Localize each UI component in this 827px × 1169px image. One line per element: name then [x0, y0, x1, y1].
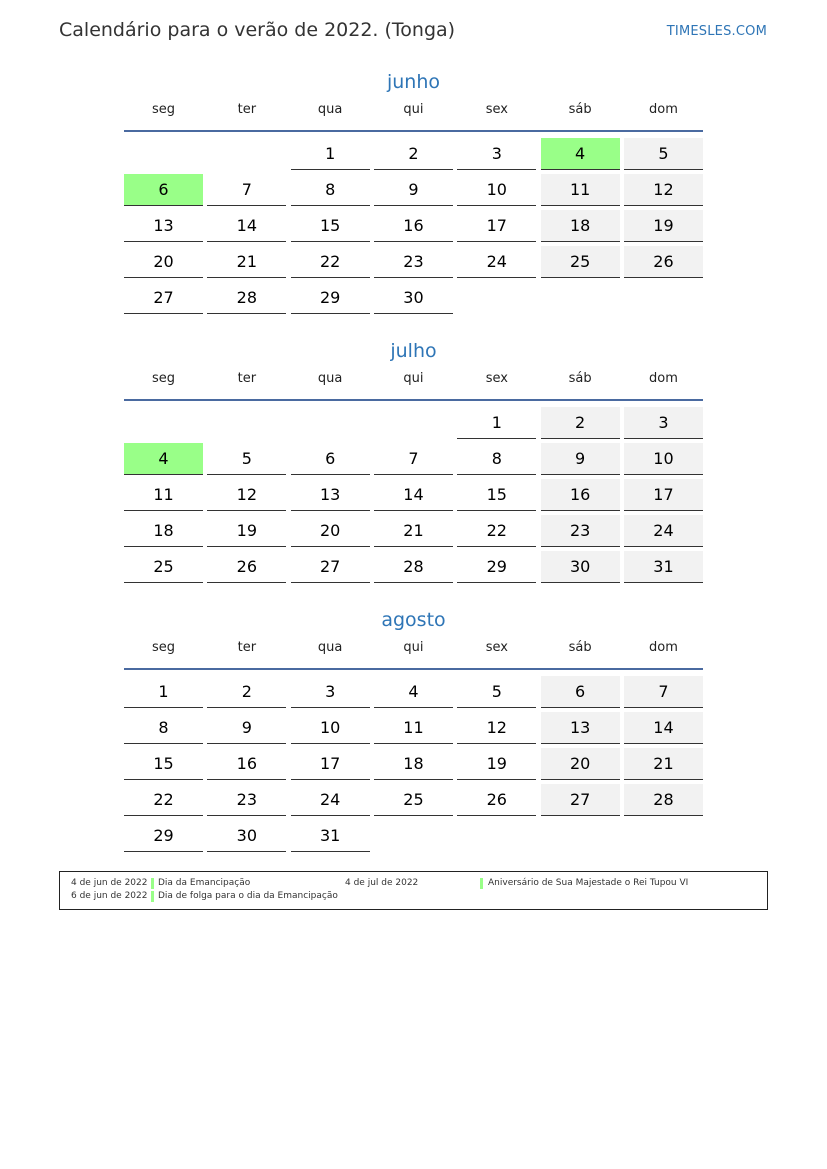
weekend-day-cell: 25 — [541, 246, 620, 278]
weekday-label: sex — [485, 640, 508, 655]
holiday-day-cell: 4 — [124, 443, 203, 475]
day-cell: 16 — [207, 748, 286, 780]
day-cell: 11 — [374, 712, 453, 744]
day-cell: 14 — [374, 479, 453, 511]
week-row — [124, 676, 703, 708]
month-name: agosto — [381, 609, 446, 631]
day-cell: 11 — [124, 479, 203, 511]
day-cell: 13 — [291, 479, 370, 511]
day-cell: 17 — [457, 210, 536, 242]
day-cell: 26 — [457, 784, 536, 816]
weekday-label: ter — [237, 371, 257, 386]
day-cell: 26 — [207, 551, 286, 583]
day-cell: 29 — [124, 820, 203, 852]
legend-color-marker — [151, 878, 154, 889]
weekend-day-cell: 16 — [541, 479, 620, 511]
weekend-day-cell: 6 — [541, 676, 620, 708]
empty-day-cell — [124, 138, 203, 170]
week-row — [124, 174, 703, 206]
weekday-header — [124, 96, 703, 132]
day-cell: 15 — [291, 210, 370, 242]
weekday-label: sáb — [568, 102, 592, 117]
week-row — [124, 138, 703, 170]
weekday-label: qua — [317, 640, 343, 655]
day-cell: 6 — [291, 443, 370, 475]
day-cell: 1 — [124, 676, 203, 708]
weekend-day-cell: 9 — [541, 443, 620, 475]
week-row — [124, 820, 703, 852]
day-cell: 3 — [457, 138, 536, 170]
legend-holiday-name: Dia de folga para o dia da Emancipação — [158, 891, 338, 901]
empty-day-cell — [374, 407, 453, 439]
day-cell: 14 — [207, 210, 286, 242]
day-cell: 3 — [291, 676, 370, 708]
empty-day-cell — [457, 282, 536, 314]
weekend-day-cell: 11 — [541, 174, 620, 206]
day-cell: 22 — [124, 784, 203, 816]
legend-date: 4 de jun de 2022 — [71, 878, 148, 888]
day-cell: 16 — [374, 210, 453, 242]
empty-day-cell — [541, 820, 620, 852]
day-cell: 15 — [124, 748, 203, 780]
day-cell: 8 — [457, 443, 536, 475]
day-cell: 23 — [207, 784, 286, 816]
weekend-day-cell: 18 — [541, 210, 620, 242]
weekday-header — [124, 634, 703, 670]
empty-day-cell — [291, 407, 370, 439]
day-cell: 5 — [457, 676, 536, 708]
weekend-day-cell: 26 — [624, 246, 703, 278]
weekend-day-cell: 23 — [541, 515, 620, 547]
page-title: Calendário para o verão de 2022. (Tonga) — [59, 19, 456, 41]
weekday-label: qui — [403, 102, 424, 117]
weekend-day-cell: 27 — [541, 784, 620, 816]
day-cell: 1 — [457, 407, 536, 439]
week-row — [124, 784, 703, 816]
weekend-day-cell: 3 — [624, 407, 703, 439]
weekend-day-cell: 20 — [541, 748, 620, 780]
day-cell: 18 — [124, 515, 203, 547]
holiday-day-cell: 6 — [124, 174, 203, 206]
weekday-label: sex — [485, 371, 508, 386]
weekday-label: dom — [649, 102, 678, 117]
empty-day-cell — [124, 407, 203, 439]
weekday-label: qui — [403, 640, 424, 655]
day-cell: 9 — [374, 174, 453, 206]
day-cell: 18 — [374, 748, 453, 780]
day-cell: 8 — [291, 174, 370, 206]
weekend-day-cell: 24 — [624, 515, 703, 547]
weekday-label: seg — [151, 102, 176, 117]
week-row — [124, 443, 703, 475]
week-row — [124, 407, 703, 439]
empty-day-cell — [374, 820, 453, 852]
day-cell: 20 — [291, 515, 370, 547]
week-row — [124, 210, 703, 242]
day-cell: 2 — [207, 676, 286, 708]
day-cell: 25 — [124, 551, 203, 583]
empty-day-cell — [207, 407, 286, 439]
weekday-label: qua — [317, 371, 343, 386]
day-cell: 13 — [124, 210, 203, 242]
month-block — [124, 337, 703, 587]
legend-color-marker — [480, 878, 483, 889]
weekend-day-cell: 30 — [541, 551, 620, 583]
day-cell: 28 — [207, 282, 286, 314]
empty-day-cell — [207, 138, 286, 170]
brand-link[interactable]: TIMESLES.COM — [666, 24, 767, 39]
day-cell: 31 — [291, 820, 370, 852]
day-cell: 25 — [374, 784, 453, 816]
weekend-day-cell: 31 — [624, 551, 703, 583]
weekday-label: ter — [237, 102, 257, 117]
weekend-day-cell: 28 — [624, 784, 703, 816]
day-cell: 22 — [291, 246, 370, 278]
weekday-header — [124, 365, 703, 401]
legend-date: 6 de jun de 2022 — [71, 891, 148, 901]
legend-holiday-name: Aniversário de Sua Majestade o Rei Tupou VI — [488, 878, 689, 888]
day-cell: 1 — [291, 138, 370, 170]
weekend-day-cell: 13 — [541, 712, 620, 744]
weekend-day-cell: 5 — [624, 138, 703, 170]
empty-day-cell — [541, 282, 620, 314]
week-row — [124, 479, 703, 511]
day-cell: 30 — [207, 820, 286, 852]
day-cell: 10 — [291, 712, 370, 744]
holiday-legend — [59, 871, 768, 910]
week-row — [124, 551, 703, 583]
week-row — [124, 246, 703, 278]
month-name: julho — [390, 340, 437, 362]
weekend-day-cell: 21 — [624, 748, 703, 780]
weekend-day-cell: 12 — [624, 174, 703, 206]
day-cell: 19 — [207, 515, 286, 547]
month-block — [124, 68, 703, 318]
day-cell: 5 — [207, 443, 286, 475]
day-cell: 12 — [207, 479, 286, 511]
weekday-label: dom — [649, 640, 678, 655]
weekend-day-cell: 17 — [624, 479, 703, 511]
day-cell: 28 — [374, 551, 453, 583]
week-row — [124, 282, 703, 314]
day-cell: 24 — [457, 246, 536, 278]
week-row — [124, 515, 703, 547]
day-cell: 8 — [124, 712, 203, 744]
legend-holiday-name: Dia da Emancipação — [158, 878, 251, 888]
empty-day-cell — [624, 820, 703, 852]
weekday-label: dom — [649, 371, 678, 386]
weekend-day-cell: 19 — [624, 210, 703, 242]
day-cell: 24 — [291, 784, 370, 816]
weekend-day-cell: 7 — [624, 676, 703, 708]
day-cell: 17 — [291, 748, 370, 780]
day-cell: 7 — [207, 174, 286, 206]
day-cell: 12 — [457, 712, 536, 744]
day-cell: 29 — [457, 551, 536, 583]
day-cell: 19 — [457, 748, 536, 780]
day-cell: 27 — [291, 551, 370, 583]
weekday-label: seg — [151, 640, 176, 655]
day-cell: 21 — [207, 246, 286, 278]
day-cell: 9 — [207, 712, 286, 744]
weekday-label: ter — [237, 640, 257, 655]
week-row — [124, 748, 703, 780]
day-cell: 29 — [291, 282, 370, 314]
month-name: junho — [386, 71, 441, 93]
weekend-day-cell: 10 — [624, 443, 703, 475]
weekday-label: qua — [317, 102, 343, 117]
weekday-label: qui — [403, 371, 424, 386]
legend-date: 4 de jul de 2022 — [345, 878, 419, 888]
month-block — [124, 606, 703, 856]
day-cell: 30 — [374, 282, 453, 314]
weekend-day-cell: 2 — [541, 407, 620, 439]
empty-day-cell — [624, 282, 703, 314]
weekday-label: seg — [151, 371, 176, 386]
day-cell: 2 — [374, 138, 453, 170]
empty-day-cell — [457, 820, 536, 852]
day-cell: 22 — [457, 515, 536, 547]
day-cell: 20 — [124, 246, 203, 278]
holiday-day-cell: 4 — [541, 138, 620, 170]
weekend-day-cell: 14 — [624, 712, 703, 744]
day-cell: 7 — [374, 443, 453, 475]
day-cell: 4 — [374, 676, 453, 708]
day-cell: 10 — [457, 174, 536, 206]
week-row — [124, 712, 703, 744]
day-cell: 21 — [374, 515, 453, 547]
day-cell: 27 — [124, 282, 203, 314]
weekday-label: sáb — [568, 371, 592, 386]
weekday-label: sáb — [568, 640, 592, 655]
legend-color-marker — [151, 891, 154, 902]
weekday-label: sex — [485, 102, 508, 117]
day-cell: 15 — [457, 479, 536, 511]
day-cell: 23 — [374, 246, 453, 278]
